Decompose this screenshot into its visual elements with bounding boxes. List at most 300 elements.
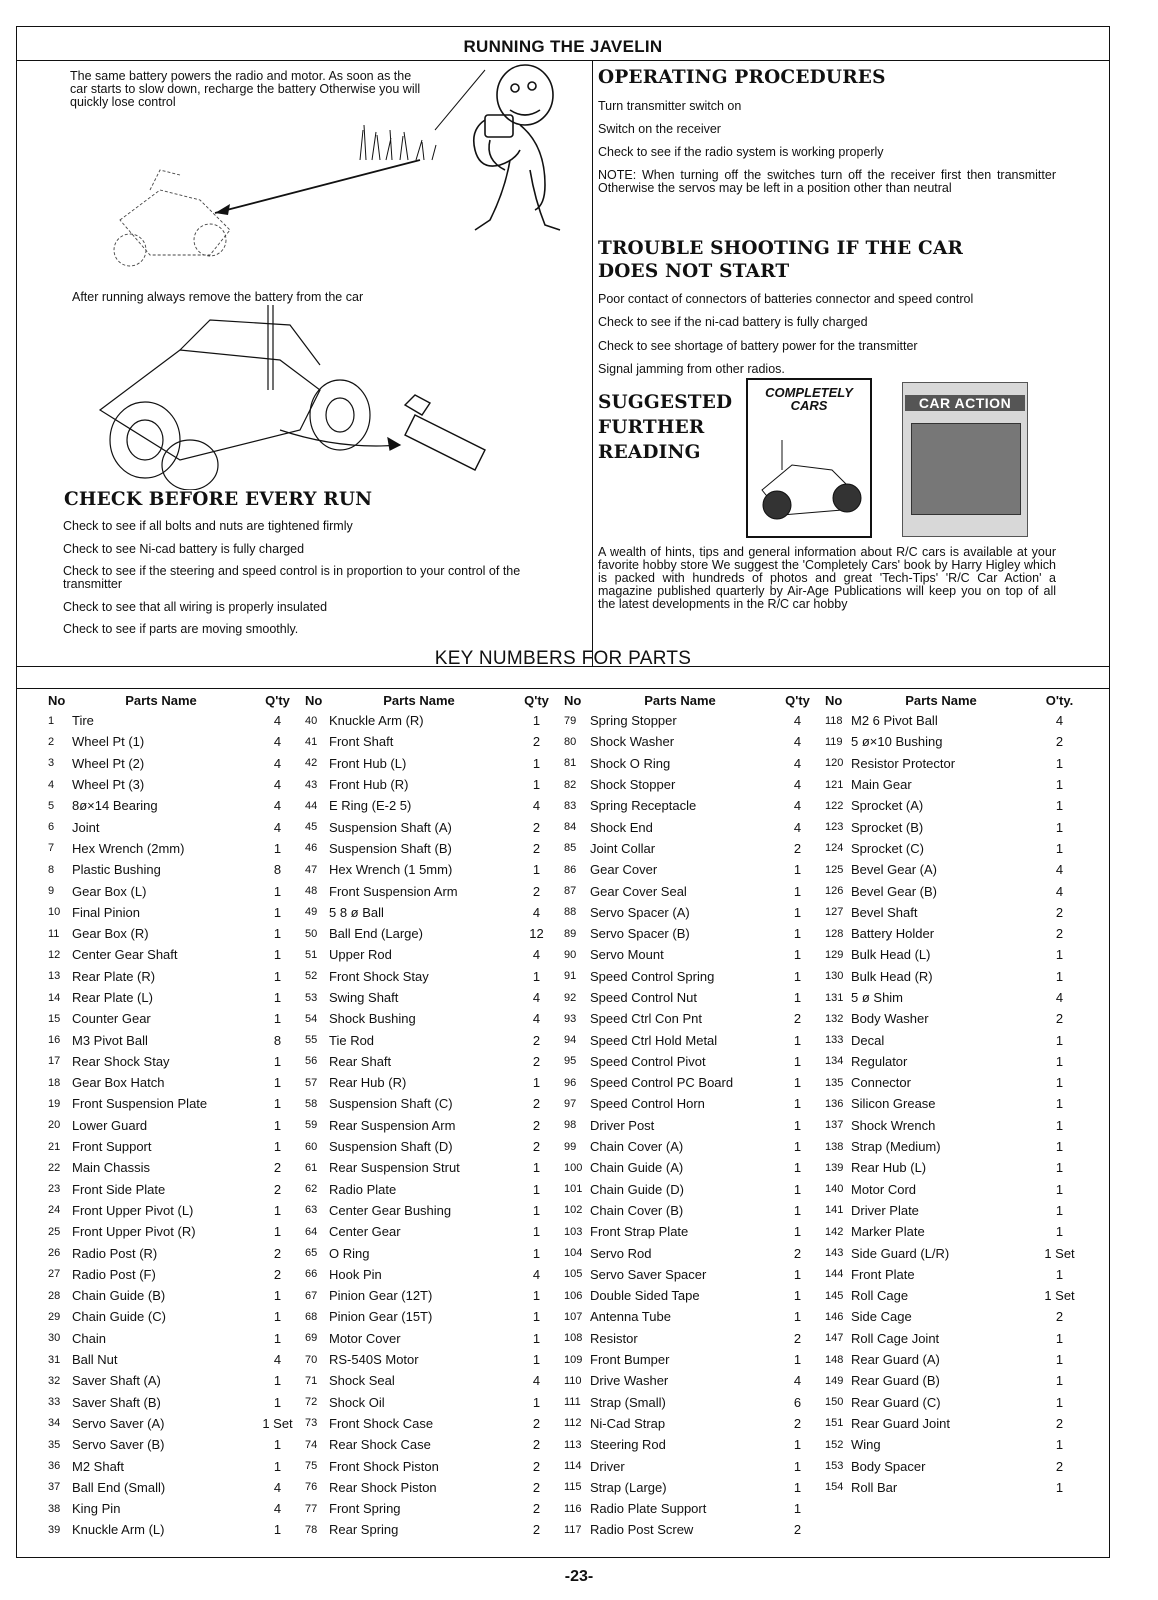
part-number: 27 (48, 1268, 61, 1281)
part-qty: 1 (532, 862, 541, 878)
part-name: M2 6 Pivot Ball (851, 713, 938, 729)
part-number: 134 (825, 1055, 844, 1068)
part-name: Rear Shock Stay (72, 1053, 170, 1069)
part-qty: 1 Set (1044, 1288, 1075, 1304)
part-qty: 1 (1055, 1202, 1064, 1218)
part-number: 107 (564, 1310, 583, 1323)
part-number (825, 1498, 851, 1519)
part-name: Driver Plate (851, 1202, 919, 1218)
col-qty: Q'ty (265, 692, 290, 708)
col-name: Parts Name (125, 692, 197, 708)
part-number: 131 (825, 991, 844, 1004)
part-qty: 1 (793, 990, 802, 1005)
part-name: Front Upper Pivot (R) (72, 1224, 196, 1240)
part-number: 42 (305, 757, 318, 770)
part-number: 7 (48, 842, 55, 855)
part-name: Chain Guide (A) (590, 1160, 684, 1176)
part-name: Pinion Gear (12T) (329, 1288, 433, 1304)
table-row (48, 1072, 1088, 1093)
part-name: Radio Post (R) (72, 1245, 158, 1261)
part-qty: 1 (273, 1522, 282, 1538)
part-number: 49 (305, 906, 318, 919)
part-name: Gear Cover (590, 862, 658, 878)
table-row (48, 1157, 1088, 1178)
part-qty: 4 (793, 755, 802, 771)
part-name: Radio Plate (329, 1181, 397, 1197)
part-number: 94 (564, 1034, 577, 1047)
part-name: 8ø×14 Bearing (72, 798, 158, 814)
part-name: Rear Guard (A) (851, 1352, 940, 1368)
part-number: 51 (305, 948, 318, 961)
part-name: Decal (851, 1032, 885, 1048)
operating-list (598, 100, 1056, 205)
col-qty: Q'ty (524, 692, 549, 708)
part-qty: 1 (532, 755, 541, 771)
table-row (48, 1328, 1088, 1349)
part-qty: 1 (532, 1245, 541, 1261)
part-number: 65 (305, 1247, 318, 1260)
check-item: Check to see if parts are moving smoothly. (63, 622, 299, 636)
part-name: Rear Shock Piston (329, 1479, 437, 1495)
part-qty: 1 (273, 1437, 282, 1453)
part-qty: 1 (273, 1117, 282, 1133)
part-name: Rear Hub (R) (329, 1075, 407, 1091)
part-qty: 4 (273, 1352, 282, 1368)
book2-photo (911, 423, 1021, 515)
part-qty: 2 (532, 819, 541, 835)
part-qty: 1 (273, 1011, 282, 1027)
part-name: Marker Plate (851, 1224, 925, 1240)
part-qty: 1 (1055, 1160, 1064, 1176)
part-number: 146 (825, 1310, 844, 1323)
part-qty: 4 (793, 798, 802, 814)
table-row (48, 880, 1088, 901)
part-qty: 1 (273, 904, 282, 920)
part-name: Rear Hub (L) (851, 1160, 927, 1176)
part-qty: 1 (793, 1479, 802, 1495)
book1-buggy-image (752, 420, 866, 530)
part-qty: 1 (273, 1458, 282, 1474)
part-qty: 1 (532, 1160, 541, 1176)
part-qty: 1 (793, 1053, 802, 1069)
part-name: Motor Cover (329, 1330, 401, 1346)
check-title: CHECK BEFORE EVERY RUN (64, 489, 373, 510)
part-qty: 1 (1055, 1224, 1064, 1240)
part-number: 74 (305, 1438, 318, 1451)
part-number: 30 (48, 1332, 61, 1345)
part-name: Bevel Gear (A) (851, 862, 937, 878)
part-name: Chain Cover (B) (590, 1202, 684, 1218)
table-row (48, 1477, 1088, 1498)
part-name: Strap (Large) (590, 1479, 667, 1495)
part-name: Joint Collar (590, 840, 656, 856)
part-name (851, 1498, 1031, 1519)
part-qty: 1 Set (262, 1415, 293, 1431)
part-name: Sprocket (A) (851, 798, 924, 814)
part-qty: 4 (532, 990, 541, 1005)
part-name: Hex Wrench (2mm) (72, 840, 185, 856)
part-number: 142 (825, 1225, 844, 1238)
trouble-item: Check to see shortage of battery power for the transmitter (598, 338, 918, 353)
part-qty: 4 (532, 904, 541, 920)
part-qty: 4 (793, 1373, 802, 1389)
part-qty: 4 (532, 1373, 541, 1389)
part-name: Tire (72, 713, 94, 729)
part-qty: 1 (532, 1224, 541, 1240)
part-qty: 1 (1055, 1437, 1064, 1453)
part-number: 44 (305, 799, 318, 812)
driver-illustration (90, 60, 570, 290)
part-number: 66 (305, 1268, 318, 1281)
part-qty: 1 (793, 1139, 802, 1155)
part-name: Speed Control Spring (590, 968, 715, 984)
part-name: Hex Wrench (1 5mm) (329, 862, 453, 878)
part-qty: 1 (793, 1075, 802, 1091)
part-number: 104 (564, 1247, 583, 1260)
part-qty: 1 (273, 990, 282, 1005)
part-name: Strap (Small) (590, 1394, 666, 1410)
part-name: Ball Nut (72, 1352, 118, 1368)
table-row (48, 1115, 1088, 1136)
part-name: Shock Oil (329, 1394, 385, 1410)
table-row (48, 859, 1088, 880)
part-qty: 2 (532, 1479, 541, 1495)
trouble-item: Poor contact of connectors of batteries connector and speed control (598, 292, 974, 306)
part-number: 45 (305, 821, 318, 834)
check-item: Check to see Ni-cad battery is fully charged (63, 541, 305, 556)
operating-note: NOTE: When turning off the switches turn off the receiver first then transmitter Otherwise the servos may be left in a position other than neutral (598, 168, 1056, 195)
part-number: 2 (48, 735, 55, 748)
part-name: Knuckle Arm (R) (329, 713, 424, 729)
part-qty: 4 (532, 798, 541, 814)
book2-title: CAR ACTION (905, 395, 1025, 411)
part-name: Suspension Shaft (B) (329, 840, 452, 856)
part-number: 130 (825, 970, 844, 983)
part-qty: 12 (529, 926, 544, 942)
part-number: 21 (48, 1140, 61, 1153)
part-name: Suspension Shaft (C) (329, 1096, 453, 1112)
part-name: Chain Cover (A) (590, 1139, 684, 1155)
part-number: 110 (564, 1374, 582, 1387)
part-number: 50 (305, 927, 318, 940)
part-number: 54 (305, 1012, 318, 1025)
part-name: Wing (851, 1437, 881, 1453)
check-item: Check to see if all bolts and nuts are tightened firmly (63, 519, 353, 533)
check-item: Check to see if the steering and speed control is in proportion to your control of the transmitter (63, 564, 521, 591)
part-name: Speed Ctrl Hold Metal (590, 1032, 718, 1048)
part-qty: 1 (532, 968, 541, 984)
part-name: Silicon Grease (851, 1096, 936, 1112)
part-number: 4 (48, 778, 55, 791)
part-number: 82 (564, 778, 577, 791)
table-row (48, 1179, 1088, 1200)
part-number: 43 (305, 778, 318, 791)
part-number: 73 (305, 1417, 318, 1430)
part-name: Rear Spring (329, 1522, 399, 1538)
part-name: Servo Mount (590, 947, 664, 963)
col-name: Parts Name (905, 692, 977, 708)
part-qty: 1 (273, 1288, 282, 1304)
part-name: Speed Control Pivot (590, 1053, 706, 1069)
part-qty: 1 (793, 883, 802, 899)
table-row (48, 1093, 1088, 1114)
part-qty: 1 (273, 1139, 282, 1155)
part-qty: 1 (1055, 1479, 1064, 1495)
part-number: 46 (305, 842, 318, 855)
part-number: 98 (564, 1119, 577, 1132)
part-number: 52 (305, 970, 318, 983)
part-number: 120 (825, 757, 844, 770)
reading-title (598, 390, 732, 465)
part-number: 25 (48, 1225, 61, 1238)
part-number: 117 (564, 1523, 582, 1536)
part-qty: 4 (793, 734, 802, 750)
part-number: 106 (564, 1289, 583, 1302)
operating-item: Check to see if the radio system is working properly (598, 145, 884, 159)
part-number: 15 (48, 1012, 61, 1025)
part-name: Connector (851, 1075, 911, 1091)
part-name: Steering Rod (590, 1437, 666, 1453)
part-name: Servo Spacer (B) (590, 926, 690, 942)
part-number: 125 (825, 863, 844, 876)
col-name: Parts Name (383, 692, 455, 708)
part-number: 39 (48, 1523, 61, 1536)
part-name: Front Bumper (590, 1352, 670, 1368)
part-number: 139 (825, 1161, 844, 1174)
part-qty: 1 (793, 1458, 802, 1474)
part-name: King Pin (72, 1501, 121, 1517)
part-number: 89 (564, 927, 577, 940)
part-number: 24 (48, 1204, 61, 1217)
part-qty: 1 (532, 1202, 541, 1218)
part-number: 121 (825, 778, 844, 791)
col-name: Parts Name (644, 692, 716, 708)
part-number: 70 (305, 1353, 318, 1366)
part-name: Upper Rod (329, 947, 392, 963)
part-qty: 2 (273, 1266, 282, 1282)
part-number: 38 (48, 1502, 61, 1515)
part-number: 56 (305, 1055, 318, 1068)
part-name: Radio Post (F) (72, 1266, 156, 1282)
part-number: 113 (564, 1438, 582, 1451)
part-number: 67 (305, 1289, 318, 1302)
part-name: Tie Rod (329, 1032, 375, 1048)
table-row (48, 1413, 1088, 1434)
part-name: Suspension Shaft (A) (329, 819, 452, 835)
part-name: Sprocket (C) (851, 840, 924, 856)
part-qty: 1 (273, 1373, 282, 1389)
part-name: Speed Control Horn (590, 1096, 705, 1112)
part-name: Front Shock Case (329, 1415, 434, 1431)
part-name: Chain (72, 1330, 106, 1346)
part-name: Front Support (72, 1139, 152, 1155)
part-name: Servo Saver Spacer (590, 1266, 707, 1282)
part-number: 29 (48, 1310, 61, 1323)
part-number: 96 (564, 1076, 577, 1089)
part-qty: 1 (1055, 1096, 1064, 1112)
table-row (48, 838, 1088, 859)
part-name: Wheel Pt (1) (72, 734, 145, 750)
part-name: Joint (72, 819, 100, 835)
part-name: Radio Post Screw (590, 1522, 694, 1538)
part-name: Regulator (851, 1053, 908, 1069)
part-name: Speed Control PC Board (590, 1075, 734, 1091)
part-number: 80 (564, 735, 577, 748)
part-qty: 4 (273, 777, 282, 793)
part-number: 116 (564, 1502, 582, 1515)
part-qty: 1 (1055, 968, 1064, 984)
part-number: 123 (825, 821, 844, 834)
part-number: 128 (825, 927, 844, 940)
part-name: Ni-Cad Strap (590, 1415, 666, 1431)
part-name: Saver Shaft (A) (72, 1373, 161, 1389)
part-qty: 1 (273, 1330, 282, 1346)
part-name: Sprocket (B) (851, 819, 924, 835)
part-name: Bulk Head (L) (851, 947, 931, 963)
part-qty: 1 (273, 1224, 282, 1240)
part-number: 75 (305, 1460, 318, 1473)
part-number: 32 (48, 1374, 61, 1387)
table-row (48, 1455, 1088, 1476)
part-number: 122 (825, 799, 844, 812)
part-qty: 1 (532, 1181, 541, 1197)
part-number: 1 (48, 714, 55, 727)
table-row (48, 923, 1088, 944)
part-number: 138 (825, 1140, 844, 1153)
part-name: Final Pinion (72, 904, 140, 920)
part-number: 17 (48, 1055, 61, 1068)
part-number: 101 (564, 1183, 583, 1196)
part-qty: 1 (273, 1096, 282, 1112)
part-name: Front Upper Pivot (L) (72, 1202, 194, 1218)
part-name: Antenna Tube (590, 1309, 671, 1325)
column-divider (592, 60, 593, 666)
part-number: 135 (825, 1076, 844, 1089)
part-qty: 2 (532, 734, 541, 750)
part-name: Main Chassis (72, 1160, 151, 1176)
part-name: Gear Box (L) (72, 883, 147, 899)
part-qty: 4 (793, 819, 802, 835)
part-name: Rear Plate (L) (72, 990, 153, 1005)
part-qty: 2 (532, 1096, 541, 1112)
trouble-item: Check to see if the ni-cad battery is fully charged (598, 315, 868, 330)
part-qty: 4 (1055, 713, 1064, 729)
part-name: Speed Ctrl Con Pnt (590, 1011, 703, 1027)
after-running-caption: After running always remove the battery from the car (72, 290, 364, 304)
col-qty: O'ty. (1045, 692, 1074, 708)
part-qty: 1 (1055, 777, 1064, 793)
table-row (48, 1264, 1088, 1285)
part-qty: 1 (532, 1330, 541, 1346)
part-number: 150 (825, 1396, 844, 1409)
part-number: 140 (825, 1183, 844, 1196)
part-qty: 2 (1055, 926, 1064, 942)
part-name: Chain Guide (B) (72, 1288, 166, 1304)
part-number: 85 (564, 842, 577, 855)
part-qty: 1 (1055, 1373, 1064, 1389)
part-number: 91 (564, 970, 577, 983)
part-name: Gear Cover Seal (590, 883, 687, 899)
part-number: 61 (305, 1161, 318, 1174)
part-number: 57 (305, 1076, 318, 1089)
part-qty: 2 (273, 1181, 282, 1197)
part-number: 64 (305, 1225, 318, 1238)
part-qty: 2 (532, 1501, 541, 1517)
car-action-cover (902, 382, 1028, 537)
part-name: Resistor (590, 1330, 638, 1346)
parts-title: KEY NUMBERS FOR PARTS (434, 648, 692, 669)
part-number: 118 (825, 714, 843, 727)
part-number: 76 (305, 1481, 318, 1494)
part-qty: 4 (273, 734, 282, 750)
part-qty: 1 (793, 1032, 802, 1048)
table-row (48, 753, 1088, 774)
part-qty: 1 (793, 1160, 802, 1176)
part-name: M2 Shaft (72, 1458, 125, 1474)
part-name: Rear Suspension Strut (329, 1160, 460, 1176)
part-qty: 1 (273, 883, 282, 899)
part-qty: 1 (793, 1117, 802, 1133)
part-number: 144 (825, 1268, 844, 1281)
part-number: 154 (825, 1481, 844, 1494)
part-qty: 1 (1055, 1352, 1064, 1368)
part-number: 148 (825, 1353, 844, 1366)
part-qty: 1 (793, 1501, 802, 1517)
table-row (48, 1051, 1088, 1072)
table-row (48, 731, 1088, 752)
part-name: Rear Plate (R) (72, 968, 156, 984)
part-name: Center Gear Shaft (72, 947, 178, 963)
part-number: 26 (48, 1247, 61, 1260)
part-qty: 1 (793, 1224, 802, 1240)
part-name: Chain Guide (D) (590, 1181, 684, 1197)
part-number: 40 (305, 714, 318, 727)
part-qty: 1 (793, 904, 802, 920)
table-row (48, 1242, 1088, 1263)
part-number: 20 (48, 1119, 61, 1132)
part-number: 145 (825, 1289, 844, 1302)
part-qty: 2 (793, 1330, 802, 1346)
part-number: 6 (48, 821, 55, 834)
part-name: Pinion Gear (15T) (329, 1309, 433, 1325)
part-number: 88 (564, 906, 577, 919)
part-number: 129 (825, 948, 844, 961)
part-number: 77 (305, 1502, 318, 1515)
part-number: 83 (564, 799, 577, 812)
table-row (48, 710, 1088, 731)
table-row (48, 902, 1088, 923)
part-name: Front Shock Piston (329, 1458, 439, 1474)
part-number: 111 (564, 1396, 581, 1409)
part-name: 5 ø×10 Bushing (851, 734, 943, 750)
parts-title-rule (16, 688, 1110, 689)
part-number: 53 (305, 991, 318, 1004)
part-name: Spring Stopper (590, 713, 677, 729)
table-row (48, 1349, 1088, 1370)
part-qty: 1 (532, 1288, 541, 1304)
part-name: Gear Box (R) (72, 926, 149, 942)
part-number: 47 (305, 863, 318, 876)
part-number: 112 (564, 1417, 582, 1430)
part-qty: 4 (273, 755, 282, 771)
part-number: 31 (48, 1353, 61, 1366)
part-qty: 4 (273, 819, 282, 835)
part-qty: 2 (532, 883, 541, 899)
part-qty: 2 (1055, 1415, 1064, 1431)
part-name: Wheel Pt (2) (72, 755, 145, 771)
part-name: Battery Holder (851, 926, 935, 942)
part-name: Knuckle Arm (L) (72, 1522, 165, 1538)
